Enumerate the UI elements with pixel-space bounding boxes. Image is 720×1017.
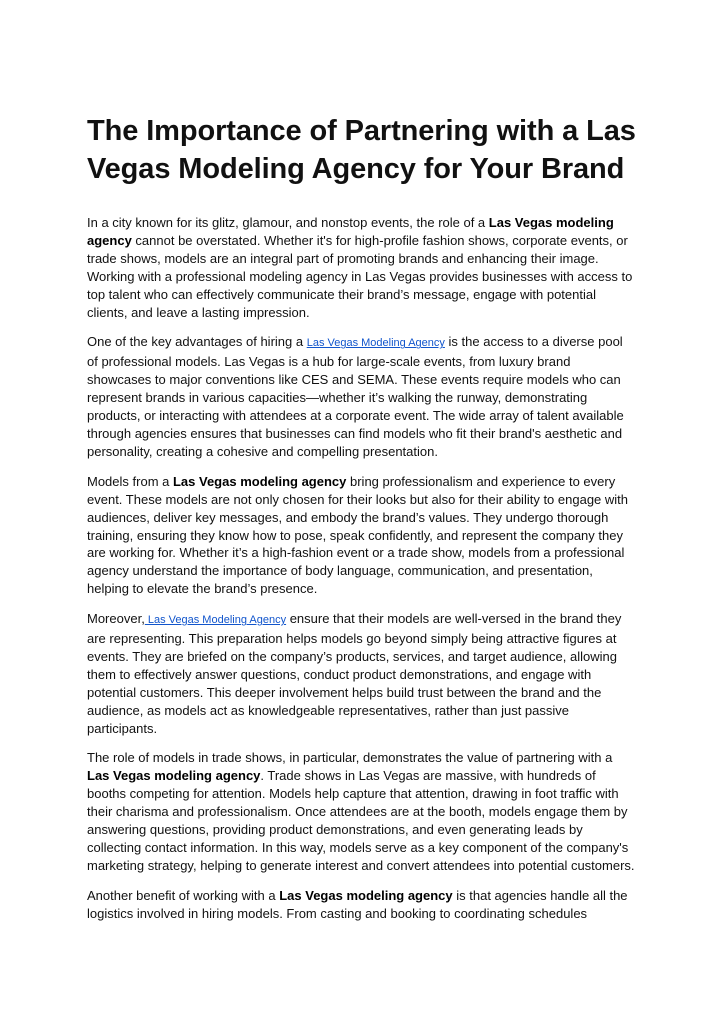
bold-keyword: Las Vegas modeling agency [87,215,614,248]
bold-keyword: Las Vegas modeling agency [172,473,347,489]
paragraph-text: is the access to a diverse pool of professional models. Las Vegas is a hub for large-scale events, from luxury brand showcases to major conventions like CES and SEMA. These events require models who can represent brands in various capacities—whether it’s walking the runway, demonstrating products, or interacting with attendees at a corporate event. The wide array of talent available through agencies ensures that businesses can find models who fit their brand's aesthetic and personality, creating a cohesive and compelling presentation. [87,334,624,459]
document-page [87,112,637,935]
paragraph-text: is that agencies handle all the logistics involved in hiring models. From casting and booking to coordinating schedules [87,887,628,921]
paragraph-text: One of the key advantages of hiring a [87,334,307,350]
paragraph-1 [87,214,637,321]
paragraph-text: ensure that their models are well-versed in the brand they are representing. This preparation helps models go beyond simply being attractive figures at events. They are briefed on the company’s products, services, and target audience, allowing them to effectively answer questions, conduct product demonstrations, and engage with potential customers. This deeper involvement helps build trust between the brand and the audience, as models act as knowledgeable representatives, rather than just passive participants. [87,611,622,736]
paragraph-text: The role of models in trade shows, in particular, demonstrates the value of partnering with a [87,750,613,766]
paragraph-6 [87,887,637,923]
agency-link[interactable]: Las Vegas Modeling Agency [144,614,287,627]
bold-keyword: Las Vegas modeling agency [87,768,261,784]
bold-keyword: Las Vegas modeling agency [279,887,453,903]
paragraph-text: cannot be overstated. Whether it's for high-profile fashion shows, corporate events, or trade shows, models are an integral part of promoting brands and enhancing their image. Working with a professional modeling agency in Las Vegas provides businesses with access to top talent who can effectively communicate their brand’s message, engage with potential clients, and leave a lasting impression. [87,232,633,320]
paragraph-text: Models from a [87,473,173,489]
paragraph-text: Another benefit of working with a [87,887,280,903]
page-title: The Importance of Partnering with a Las Vegas Modeling Agency for Your Brand [87,115,636,185]
paragraph-3 [87,473,637,598]
paragraph-text: Moreover, [87,611,145,627]
paragraph-text: . Trade shows in Las Vegas are massive, with hundreds of booths competing for attention. Models help capture that attention, drawing in foot traffic with their charisma and professionalism. Once attendees are at the booth, models engage them by answering questions, providing product demonstrations, and even generating leads by collecting contact information. In this way, models serve as a key component of the company's marketing strategy, helping to generate interest and convert attendees into potential customers. [87,768,635,873]
paragraph-2 [87,333,637,460]
paragraph-4 [87,610,637,737]
paragraph-5 [87,749,637,874]
paragraph-text: In a city known for its glitz, glamour, and nonstop events, the role of a [87,215,489,230]
agency-link[interactable]: Las Vegas Modeling Agency [306,337,445,350]
document-body [87,214,637,923]
paragraph-text: bring professionalism and experience to every event. These models are not only chosen for their looks but also for their ability to engage with audiences, deliver key messages, and embody the brand’s values. They undergo thorough training, ensuring they know how to pose, speak confidently, and represent the company they are working for. Whether it’s a high-fashion event or a trade show, models from a professional agency understand the importance of body language, communication, and presentation, helping to elevate the brand’s presence. [87,473,629,597]
